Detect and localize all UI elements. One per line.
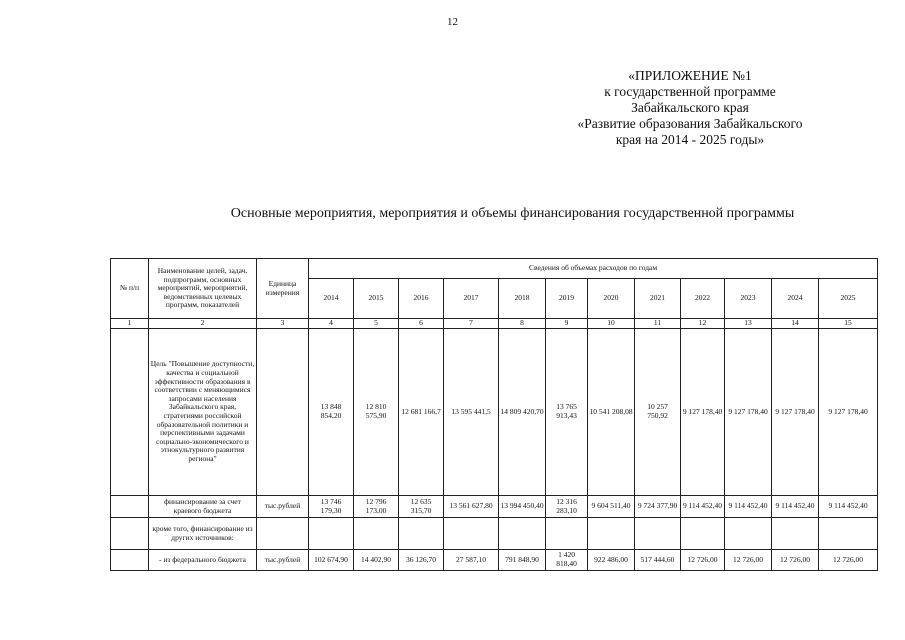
row-value: 9 127 178,40 xyxy=(772,329,819,496)
row-value: 12 726,00 xyxy=(681,550,725,571)
column-number: 11 xyxy=(635,319,681,329)
row-value xyxy=(546,518,588,550)
document-title: Основные мероприятия, мероприятия и объемы финансирования государственной программы xyxy=(230,206,795,221)
row-value: 12 726,00 xyxy=(725,550,772,571)
row-value: 14 809 420,70 xyxy=(499,329,546,496)
table-row-federal xyxy=(111,550,878,571)
row-value: 27 587,10 xyxy=(444,550,499,571)
header-year: 2017 xyxy=(444,279,499,319)
row-value: 9 114 452,40 xyxy=(772,496,819,518)
column-number: 15 xyxy=(819,319,878,329)
row-name: кроме того, финансирование из других источников: xyxy=(149,518,257,550)
header-year: 2016 xyxy=(399,279,444,319)
header-year: 2020 xyxy=(588,279,635,319)
appendix-line-5: края на 2014 - 2025 годы» xyxy=(615,132,765,147)
header-year: 2015 xyxy=(354,279,399,319)
header-unit: Единица измерения xyxy=(257,259,309,319)
column-number: 4 xyxy=(309,319,354,329)
row-value: 9 604 511,40 xyxy=(588,496,635,518)
row-value: 12 635 315,70 xyxy=(399,496,444,518)
column-number: 3 xyxy=(257,319,309,329)
header-year: 2022 xyxy=(681,279,725,319)
table-row-goal xyxy=(111,329,878,496)
row-value: 13 848 854,20 xyxy=(309,329,354,496)
row-value: 13 561 627,80 xyxy=(444,496,499,518)
row-unit xyxy=(257,329,309,496)
row-unit: тыс.рублей xyxy=(257,496,309,518)
row-name: финансирование за счет краевого бюджета xyxy=(149,496,257,518)
row-no xyxy=(111,518,149,550)
appendix-line-4: «Развитие образования Забайкальского xyxy=(577,116,803,131)
row-value: 13 746 179,30 xyxy=(309,496,354,518)
column-number: 10 xyxy=(588,319,635,329)
appendix-line-1: «ПРИЛОЖЕНИЕ №1 xyxy=(628,68,752,83)
header-no: № п/п xyxy=(111,259,149,319)
row-name: Цель "Повышение доступности, качества и социальной эффективности образования в соответствии с меняющимися запросами населения Забайкальского края, стратегиями российской образовательной политики и перспективными задачами социально-экономического и этнокультурного развития региона" xyxy=(149,329,257,496)
header-name: Наименование целей, задач, подпрограмм, основных мероприятий, мероприятий, ведомственных целевых программ, показателей xyxy=(149,259,257,319)
row-value: 13 994 450,40 xyxy=(499,496,546,518)
table-row-regional xyxy=(111,496,878,518)
row-name: - из федерального бюджета xyxy=(149,550,257,571)
column-number: 8 xyxy=(499,319,546,329)
row-value xyxy=(772,518,819,550)
column-number: 2 xyxy=(149,319,257,329)
row-value: 517 444,60 xyxy=(635,550,681,571)
header-year: 2019 xyxy=(546,279,588,319)
row-value: 13 765 913,43 xyxy=(546,329,588,496)
row-value: 9 724 377,90 xyxy=(635,496,681,518)
row-value: 10 257 750,92 xyxy=(635,329,681,496)
row-value: 9 127 178,40 xyxy=(681,329,725,496)
row-value: 12 316 283,10 xyxy=(546,496,588,518)
row-value: 12 681 166,7 xyxy=(399,329,444,496)
row-value: 36 126,70 xyxy=(399,550,444,571)
row-value: 102 674,90 xyxy=(309,550,354,571)
header-row-1 xyxy=(111,259,878,279)
header-year: 2025 xyxy=(819,279,878,319)
column-number: 14 xyxy=(772,319,819,329)
appendix-line-2: к государственной программе xyxy=(604,84,776,99)
header-year: 2021 xyxy=(635,279,681,319)
page-number: 12 xyxy=(447,16,458,28)
row-value: 9 114 452,40 xyxy=(681,496,725,518)
header-year: 2024 xyxy=(772,279,819,319)
row-value: 12 726,00 xyxy=(772,550,819,571)
row-value xyxy=(444,518,499,550)
row-value xyxy=(399,518,444,550)
row-value: 9 114 452,40 xyxy=(725,496,772,518)
row-no xyxy=(111,550,149,571)
row-value xyxy=(499,518,546,550)
row-no xyxy=(111,329,149,496)
column-number: 13 xyxy=(725,319,772,329)
row-value: 922 486,00 xyxy=(588,550,635,571)
row-value: 12 796 173,00 xyxy=(354,496,399,518)
row-value: 9 127 178,40 xyxy=(725,329,772,496)
row-value xyxy=(681,518,725,550)
header-year: 2023 xyxy=(725,279,772,319)
row-value xyxy=(635,518,681,550)
column-number: 7 xyxy=(444,319,499,329)
row-value xyxy=(354,518,399,550)
row-value: 14 402,90 xyxy=(354,550,399,571)
header-year: 2014 xyxy=(309,279,354,319)
row-value: 9 127 178,40 xyxy=(819,329,878,496)
row-value: 12 810 575,90 xyxy=(354,329,399,496)
row-value: 1 420 818,40 xyxy=(546,550,588,571)
financing-table xyxy=(110,258,878,571)
row-value xyxy=(725,518,772,550)
row-value xyxy=(309,518,354,550)
row-value xyxy=(588,518,635,550)
row-unit xyxy=(257,518,309,550)
appendix-block xyxy=(500,68,880,148)
column-number: 5 xyxy=(354,319,399,329)
row-no xyxy=(111,496,149,518)
row-value: 12 726,00 xyxy=(819,550,878,571)
column-number: 12 xyxy=(681,319,725,329)
column-number: 1 xyxy=(111,319,149,329)
row-unit: тыс.рублей xyxy=(257,550,309,571)
appendix-line-3: Забайкальского края xyxy=(631,100,749,115)
row-value: 791 848,90 xyxy=(499,550,546,571)
column-number: 6 xyxy=(399,319,444,329)
header-group: Сведения об объемах расходов по годам xyxy=(309,259,878,279)
row-value: 9 114 452,40 xyxy=(819,496,878,518)
row-value: 10 541 208,08 xyxy=(588,329,635,496)
row-value xyxy=(819,518,878,550)
column-number: 9 xyxy=(546,319,588,329)
header-year: 2018 xyxy=(499,279,546,319)
column-number-row xyxy=(111,319,878,329)
row-value: 13 595 441,5 xyxy=(444,329,499,496)
table-row-other-sources xyxy=(111,518,878,550)
